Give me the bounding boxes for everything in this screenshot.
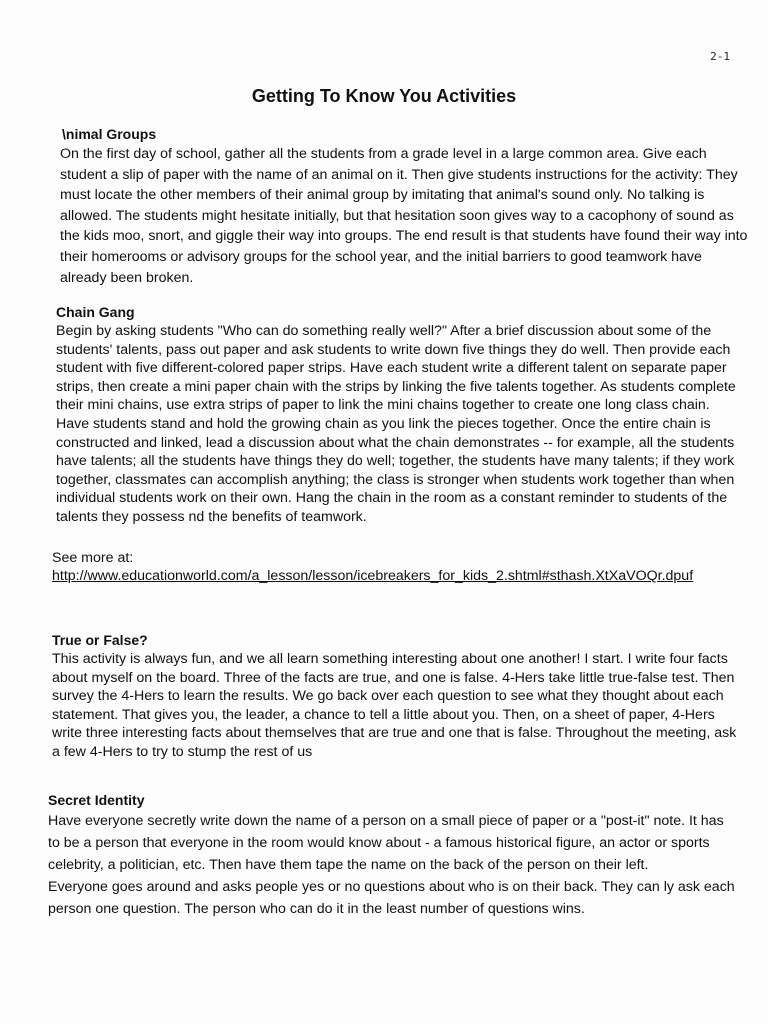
section-true-or-false [52,630,742,762]
section-see-more [52,548,742,585]
section-body: This activity is always fun, and we all learn something interesting about one another! I start. I write four facts about myself on the board. Three of the facts are true, and one is false. 4-Hers take little true-false test. Then survey the 4-Hers to learn the results. We go back over each question to see what they thought about each statement. That gives you, the leader, a chance to tell a little about you. Then, on a sheet of paper, 4-Hers write three interesting facts about themselves that are true and one that is false. Throughout the meeting, ask a few 4-Hers to try to stump the rest of us [52,651,737,760]
section-secret-identity [48,790,738,920]
section-chain-gang [56,302,746,527]
section-heading: \nimal Groups [62,126,157,142]
section-body-paragraph-2: Everyone goes around and asks people yes or no questions about who is on their back. They can ly ask each person one question. The person who can do it in the least number of questions wins. [48,879,735,917]
section-animal-groups [60,124,750,288]
section-body: On the first day of school, gather all the students from a grade level in a large common area. Give each student a slip of paper with the name of an animal on it. Then give students instructions for the activity: They must locate the other members of their animal group by imitating that animal's sound only. No talking is allowed. The students might hesitate initially, but that hesitation soon gives way to a cacophony of sound as the kids moo, snort, and giggle their way into groups. The end result is that students have found their way into their homerooms or advisory groups for the school year, and the initial barriers to good teamwork have already been broken. [60,146,748,286]
section-heading: Chain Gang [56,304,135,320]
see-more-label: See more at: [52,550,134,566]
source-link[interactable]: http://www.educationworld.com/a_lesson/lesson/icebreakers_for_kids_2.shtml#sthash.XtXaVOQr.dpuf [52,568,694,584]
page-number: 2-1 [710,50,730,63]
section-heading: Secret Identity [48,792,145,808]
page-title: Getting To Know You Activities [251,86,517,106]
section-body: Begin by asking students "Who can do something really well?" After a brief discussion about some of the students' talents, pass out paper and ask students to write down five things they do well. Then provide each student with five different-colored paper strips. Have each student write a different talent on separate paper strips, then create a mini paper chain with the strips by linking the five talents together. As students complete their mini chains, use extra strips of paper to link the mini chains together to create one long class chain. Have students stand and hold the growing chain as you link the pieces together. Once the entire chain is constructed and linked, lead a discussion about what the chain demonstrates -- for example, all the students have talents; all the students have things they do well; together, the students have many talents; if they work together, classmates can accomplish anything; the class is stronger when students work together than when individual students work on their own. Hang the chain in the room as a constant reminder to students of the talents they possess nd the benefits of teamwork. [56,323,736,525]
section-body-paragraph-1: Have everyone secretly write down the name of a person on a small piece of paper or a "post-it" note. It has to be a person that everyone in the room would know about - a famous historical figure, an actor or sports celebrity, a politician, etc. Then have them tape the name on the back of the person on their left. [48,813,724,873]
section-heading: True or False? [52,632,148,648]
